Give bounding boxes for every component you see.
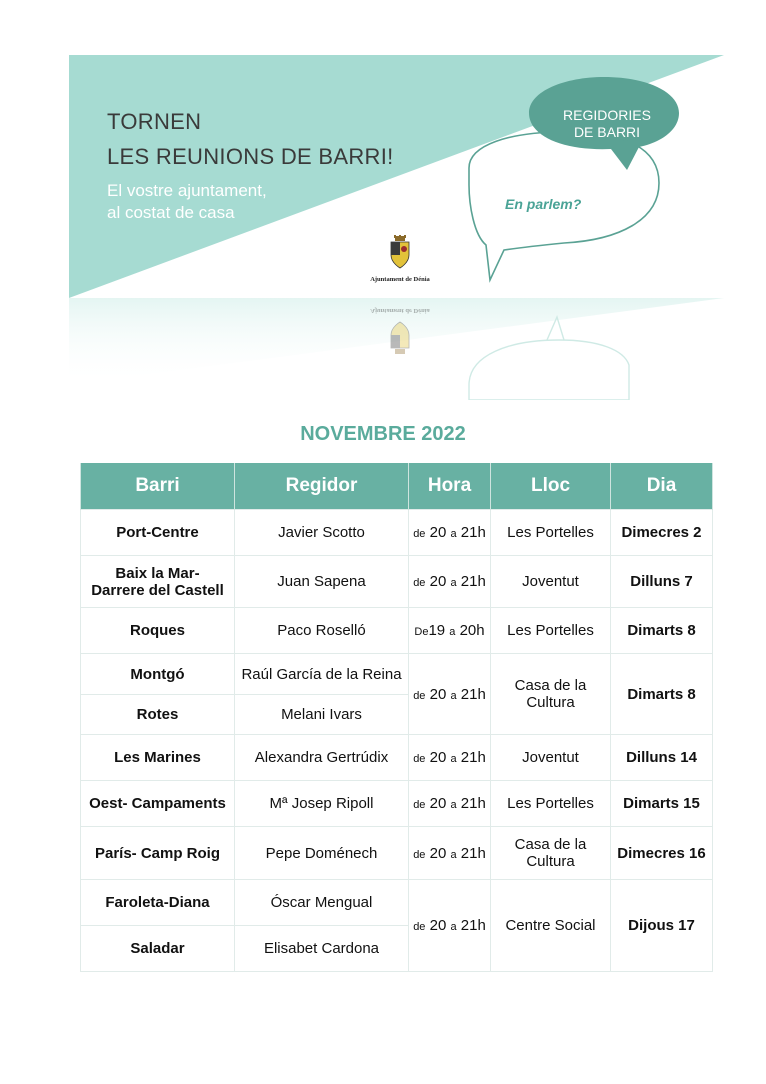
barri-cell: Montgó	[81, 654, 235, 695]
hora-from: 20	[429, 573, 447, 590]
barri-line2: Darrere del Castell	[91, 581, 224, 599]
hora-to: 21h	[460, 795, 486, 812]
lloc-cell: Les Portelles	[491, 781, 611, 827]
regidor-cell: Pepe Doménech	[235, 827, 409, 880]
banner	[69, 55, 724, 400]
logo-caption: Ajuntament de Dénia	[370, 276, 430, 283]
hora-cell	[409, 735, 491, 781]
barri-cell: Roques	[81, 608, 235, 654]
hora-mid: a	[450, 528, 457, 540]
banner-title-line2: LES REUNIONS DE BARRI!	[107, 144, 394, 169]
lloc-cell: Les Portelles	[491, 608, 611, 654]
hora-to: 21h	[460, 844, 486, 862]
hora-from: 20	[429, 917, 447, 934]
hora-mid: a	[450, 689, 457, 702]
dia-cell: Dimecres 16	[611, 827, 713, 880]
lloc-line1: Casa de la	[514, 677, 587, 694]
hora-to: 21h	[460, 524, 486, 541]
hora-cell	[409, 556, 491, 608]
header-lloc: Lloc	[491, 463, 611, 510]
barri-line1: Baix la Mar-	[115, 564, 200, 582]
table-row	[81, 781, 713, 827]
lloc-cell: Les Portelles	[491, 510, 611, 556]
hora-cell	[409, 781, 491, 827]
table-row	[81, 556, 713, 608]
hora-to: 21h	[460, 917, 486, 934]
hora-mid: a	[449, 626, 456, 638]
lloc-line2: Cultura	[526, 853, 575, 870]
regidor-cell: Juan Sapena	[235, 556, 409, 608]
banner-subtitle-line2: al costat de casa	[107, 203, 235, 222]
hora-pre: de	[413, 689, 426, 702]
banner-subtitle-line1: El vostre ajuntament,	[107, 181, 267, 200]
hora-cell	[409, 827, 491, 880]
table-row	[81, 654, 713, 695]
table-row	[81, 608, 713, 654]
hora-mid: a	[450, 577, 457, 589]
coat-of-arms-icon	[389, 235, 411, 269]
barri-cell: Oest- Campaments	[81, 781, 235, 827]
header-hora: Hora	[409, 463, 491, 510]
barri-cell: Faroleta-Diana	[81, 880, 235, 926]
hora-to: 21h	[460, 573, 486, 590]
table-row	[81, 735, 713, 781]
regidor-cell: Óscar Mengual	[235, 880, 409, 926]
regidor-cell: Elisabet Cardona	[235, 926, 409, 972]
logo-reflection	[365, 307, 435, 355]
regidor-cell: Melani Ivars	[235, 695, 409, 735]
table-header-row	[81, 463, 713, 510]
lloc-line1: Casa de la	[514, 836, 587, 853]
hora-pre: de	[413, 528, 426, 540]
barri-cell	[81, 556, 235, 608]
lloc-cell: Joventut	[491, 735, 611, 781]
regidor-cell: Mª Josep Ripoll	[235, 781, 409, 827]
lloc-cell	[491, 827, 611, 880]
dia-cell: Dimarts 8	[611, 654, 713, 735]
hora-pre: de	[413, 577, 426, 589]
hora-cell	[409, 880, 491, 972]
barri-cell: París- Camp Roig	[81, 827, 235, 880]
banner-title-line1: TORNEN	[107, 109, 202, 134]
dia-cell: Dijous 17	[611, 880, 713, 972]
hora-from: 20	[429, 844, 447, 862]
municipal-logo	[365, 235, 435, 283]
hora-cell	[409, 654, 491, 735]
dia-cell: Dilluns 14	[611, 735, 713, 781]
logo-caption-reflection: Ajuntament de Dénia	[370, 307, 430, 314]
bubble-regidories	[547, 107, 667, 141]
month-heading: NOVEMBRE 2022	[300, 423, 466, 445]
hora-to: 20h	[459, 622, 485, 639]
hora-cell	[409, 510, 491, 556]
hora-pre: De	[414, 626, 429, 638]
hora-to: 21h	[460, 685, 486, 703]
hora-mid: a	[450, 753, 457, 765]
lloc-cell	[491, 654, 611, 735]
hora-from: 20	[429, 685, 447, 703]
en-parlem-text: En parlem?	[505, 196, 582, 212]
hora-to: 21h	[460, 749, 486, 766]
dia-cell: Dilluns 7	[611, 556, 713, 608]
dia-cell: Dimecres 2	[611, 510, 713, 556]
barri-cell: Les Marines	[81, 735, 235, 781]
bubble-line1: REGIDORIES	[563, 107, 651, 123]
header-dia: Dia	[611, 463, 713, 510]
barri-cell: Saladar	[81, 926, 235, 972]
lloc-cell: Centre Social	[491, 880, 611, 972]
bubble-line2: DE BARRI	[573, 124, 641, 140]
hora-from: 20	[429, 749, 447, 766]
regidor-cell: Paco Roselló	[235, 608, 409, 654]
dia-cell: Dimarts 8	[611, 608, 713, 654]
table-row	[81, 827, 713, 880]
hora-pre: de	[413, 799, 426, 811]
hora-from: 19	[428, 622, 446, 639]
regidor-cell: Alexandra Gertrúdix	[235, 735, 409, 781]
lloc-cell: Joventut	[491, 556, 611, 608]
regidor-cell: Raúl García de la Reina	[235, 654, 409, 695]
hora-cell	[409, 608, 491, 654]
barri-cell: Port-Centre	[81, 510, 235, 556]
header-barri: Barri	[81, 463, 235, 510]
hora-pre: de	[413, 753, 426, 765]
hora-pre: de	[413, 921, 426, 933]
coat-of-arms-reflection-icon	[389, 321, 411, 355]
barri-cell: Rotes	[81, 695, 235, 735]
regidor-cell: Javier Scotto	[235, 510, 409, 556]
table-row	[81, 510, 713, 556]
hora-from: 20	[429, 795, 447, 812]
hora-from: 20	[429, 524, 447, 541]
lloc-line2: Cultura	[526, 694, 575, 711]
hora-mid: a	[450, 921, 457, 933]
dia-cell: Dimarts 15	[611, 781, 713, 827]
hora-mid: a	[450, 848, 457, 861]
hora-pre: de	[413, 848, 426, 861]
hora-mid: a	[450, 799, 457, 811]
table-row	[81, 880, 713, 926]
schedule-table	[80, 463, 713, 972]
header-regidor: Regidor	[235, 463, 409, 510]
